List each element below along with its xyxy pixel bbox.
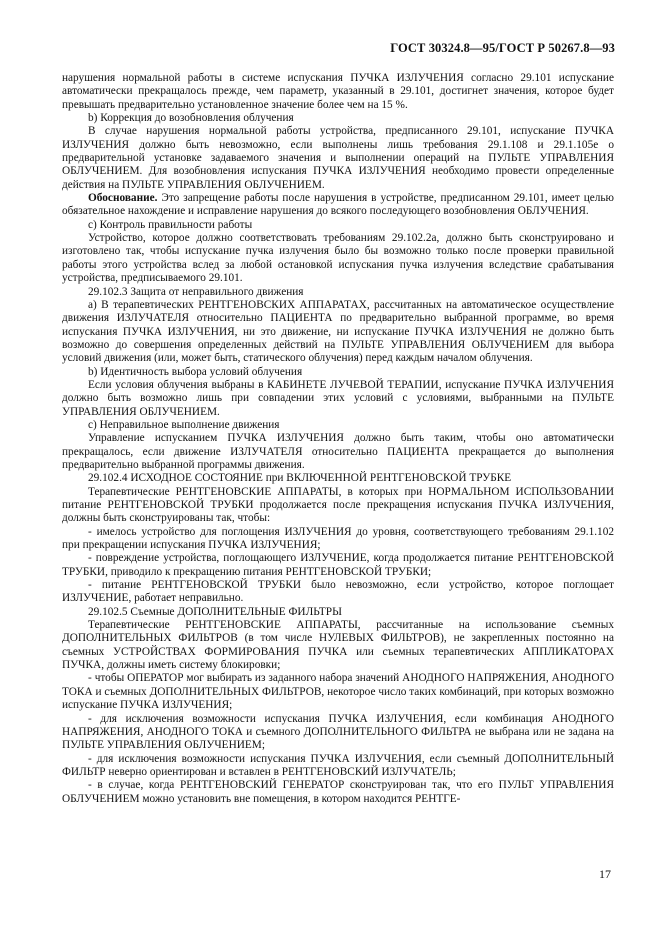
paragraph-text: - имелось устройство для поглощения ИЗЛУЧЕНИЯ до уровня, соответствующего требованиям 29.1.102 при прекращении испускания ПУЧКА ИЗЛУЧЕНИЯ; xyxy=(62,525,614,552)
paragraph-text: - питание РЕНТГЕНОВСКОЙ ТРУБКИ было невозможно, если устройство, которое поглощает ИЗЛУЧЕНИЕ, работает неправильно. xyxy=(62,579,614,605)
paragraph-text: Устройство, которое должно соответствовать требованиям 29.102.2a, должно быть сконструировано и изготовлено так, чтобы испускание пучка излучения было бы возможно только после проверки правильной работы этого устройства вслед за любой остановкой испускания пучка излучения вследствие срабатывания устройства, предписываемого 29.101. xyxy=(62,232,614,285)
paragraph-text: - для исключения возможности испускания ПУЧКА ИЗЛУЧЕНИЯ, если съемный ДОПОЛНИТЕЛЬНЫЙ ФИЛЬТР неверно ориентирован и вставлен в РЕНТГЕНОВСКИЙ ИЗЛУЧАТЕЛЬ; xyxy=(62,752,614,778)
paragraph xyxy=(62,379,614,419)
paragraph-text: В случае нарушения нормальной работы устройства, предписанного 29.101, испускание ПУЧКА ИЗЛУЧЕНИЯ должно быть невозможно, если выполнены лишь требования 29.1.108 и 29.1.105e о предварительной установке задаваемого значения и выполнении операций на ПУЛЬТЕ УПРАВЛЕНИЯ ОБЛУЧЕНИЕМ. Для возобновления испускания ПУЧКА ИЗЛУЧЕНИЯ необходимо провести определенные действия на ПУЛЬТЕ УПРАВЛЕНИЯ ОБЛУЧЕНИЕМ. xyxy=(62,125,614,191)
paragraph xyxy=(62,753,614,780)
paragraph xyxy=(62,552,614,579)
paragraph-text: Терапевтические РЕНТГЕНОВСКИЕ АППАРАТЫ, в которых при НОРМАЛЬНОМ ИСПОЛЬЗОВАНИИ питание РЕНТГЕНОВСКОЙ ТРУБКИ продолжается после прекращения испускания ПУЧКА ИЗЛУЧЕНИЯ, должны быть сконструированы так, чтобы: xyxy=(62,485,614,525)
paragraph-text: - повреждение устройства, поглощающего ИЗЛУЧЕНИЕ, когда продолжается питание РЕНТГЕНОВСКОЙ ТРУБКИ, приводило к прекращению питания РЕНТГЕНОВСКОЙ ТРУБКИ; xyxy=(62,552,614,578)
paragraph xyxy=(62,125,614,192)
paragraph xyxy=(62,432,614,472)
paragraph xyxy=(62,619,614,672)
paragraph-text: c) Неправильное выполнение движения xyxy=(88,418,280,431)
paragraph-text: c) Контроль правильности работы xyxy=(88,218,253,231)
paragraph xyxy=(62,472,614,485)
paragraph-text: b) Коррекция до возобновления облучения xyxy=(88,112,294,125)
paragraph xyxy=(62,72,614,112)
paragraph-text: Если условия облучения выбраны в КАБИНЕТЕ ЛУЧЕВОЙ ТЕРАПИИ, испускание ПУЧКА ИЗЛУЧЕНИЯ должно быть возможно лишь при совпадении этих условий с условиями, выбранными на ПУЛЬТЕ УПРАВЛЕНИЯ ОБЛУЧЕНИЕМ. xyxy=(62,378,614,418)
paragraph xyxy=(62,779,614,806)
page-number: 17 xyxy=(599,867,611,881)
paragraph xyxy=(62,606,614,619)
page-header-standard-code: ГОСТ 30324.8—95/ГОСТ Р 50267.8—93 xyxy=(390,41,615,55)
paragraph xyxy=(62,192,614,219)
paragraph xyxy=(62,299,614,366)
paragraph-text: - для исключения возможности испускания ПУЧКА ИЗЛУЧЕНИЯ, если комбинация АНОДНОГО НАПРЯЖЕНИЯ, АНОДНОГО ТОКА и съемного ДОПОЛНИТЕЛЬНОГО ФИЛЬТРА не выбрана или не задана на ПУЛЬТЕ УПРАВЛЕНИЯ ОБЛУЧЕНИЕМ; xyxy=(62,712,614,752)
paragraph xyxy=(62,579,614,606)
paragraph xyxy=(62,713,614,753)
paragraph xyxy=(62,366,614,379)
paragraph xyxy=(62,672,614,712)
paragraph-text: - в случае, когда РЕНТГЕНОВСКИЙ ГЕНЕРАТОР сконструирован так, что его ПУЛЬТ УПРАВЛЕНИЯ ОБЛУЧЕНИЕМ можно установить вне помещения, в котором находится РЕНТГЕ- xyxy=(62,779,614,805)
paragraph xyxy=(62,286,614,299)
paragraph-text: - чтобы ОПЕРАТОР мог выбирать из заданного набора значений АНОДНОГО НАПРЯЖЕНИЯ, АНОДНОГО ТОКА и съемных ДОПОЛНИТЕЛЬНЫХ ФИЛЬТРОВ, некоторое число таких комбинаций, при которых возможно испускание ПУЧКА ИЗЛУЧЕНИЯ; xyxy=(62,672,614,712)
paragraph xyxy=(62,219,614,232)
paragraph-text: 29.102.4 ИСХОДНОЕ СОСТОЯНИЕ при ВКЛЮЧЕННОЙ РЕНТГЕНОВСКОЙ ТРУБКЕ xyxy=(88,472,512,485)
paragraph xyxy=(62,419,614,432)
paragraph-text: нарушения нормальной работы в системе испускания ПУЧКА ИЗЛУЧЕНИЯ согласно 29.101 испускание автоматически прекращалось прежде, чем параметр, указанный в 29.101, достигнет значения, которое будет превышать предварительно установленное значение более чем на 15 %. xyxy=(62,72,614,111)
body-text xyxy=(62,72,614,806)
paragraph xyxy=(62,486,614,526)
paragraph-text: a) В терапевтических РЕНТГЕНОВСКИХ АППАРАТАХ, рассчитанных на автоматическое осуществление движения ИЗЛУЧАТЕЛЯ относительно ПАЦИЕНТА по предварительно выбранной программе, во время испускания ПУЧКА ИЗЛУЧЕНИЯ, ни это движение, ни испускание ПУЧКА ИЗЛУЧЕНИЯ не должно быть возможно до совершения определенных действий на ПУЛЬТЕ УПРАВЛЕНИЯ ОБЛУЧЕНИЕМ для выбора условий движения (или, может быть, статического облучения) перед каждым началом облучения. xyxy=(62,298,614,365)
paragraph-text: Терапевтические РЕНТГЕНОВСКИЕ АППАРАТЫ, рассчитанные на использование съемных ДОПОЛНИТЕЛЬНЫХ ФИЛЬТРОВ (в том числе НУЛЕВЫХ ФИЛЬТРОВ), не закрепленных постоянно на съемных УСТРОЙСТВАХ ФОРМИРОВАНИЯ ПУЧКА или съемных терапевтических АППЛИКАТОРАХ ПУЧКА, должны иметь систему блокировки; xyxy=(62,619,614,672)
paragraph xyxy=(62,112,614,125)
paragraph xyxy=(62,232,614,285)
paragraph-text: Это запрещение работы после нарушения в устройстве, предписанном 29.101, имеет целью обязательное нахождение и исправление нарушения до всякого последующего возобновления ОБЛУЧЕНИЯ. xyxy=(62,192,614,218)
paragraph-text: 29.102.3 Защита от неправильного движения xyxy=(88,285,304,298)
paragraph-text: b) Идентичность выбора условий облучения xyxy=(88,365,303,378)
paragraph-text: Управление испусканием ПУЧКА ИЗЛУЧЕНИЯ должно быть таким, чтобы оно автоматически прекращалось, если движение ИЗЛУЧАТЕЛЯ относительно ПАЦИЕНТА прекращается до выполнения предварительно выбранной программы движения. xyxy=(62,432,614,471)
paragraph xyxy=(62,526,614,553)
rationale-label: Обоснование. xyxy=(88,192,158,205)
paragraph-text: 29.102.5 Съемные ДОПОЛНИТЕЛЬНЫЕ ФИЛЬТРЫ xyxy=(88,605,342,618)
